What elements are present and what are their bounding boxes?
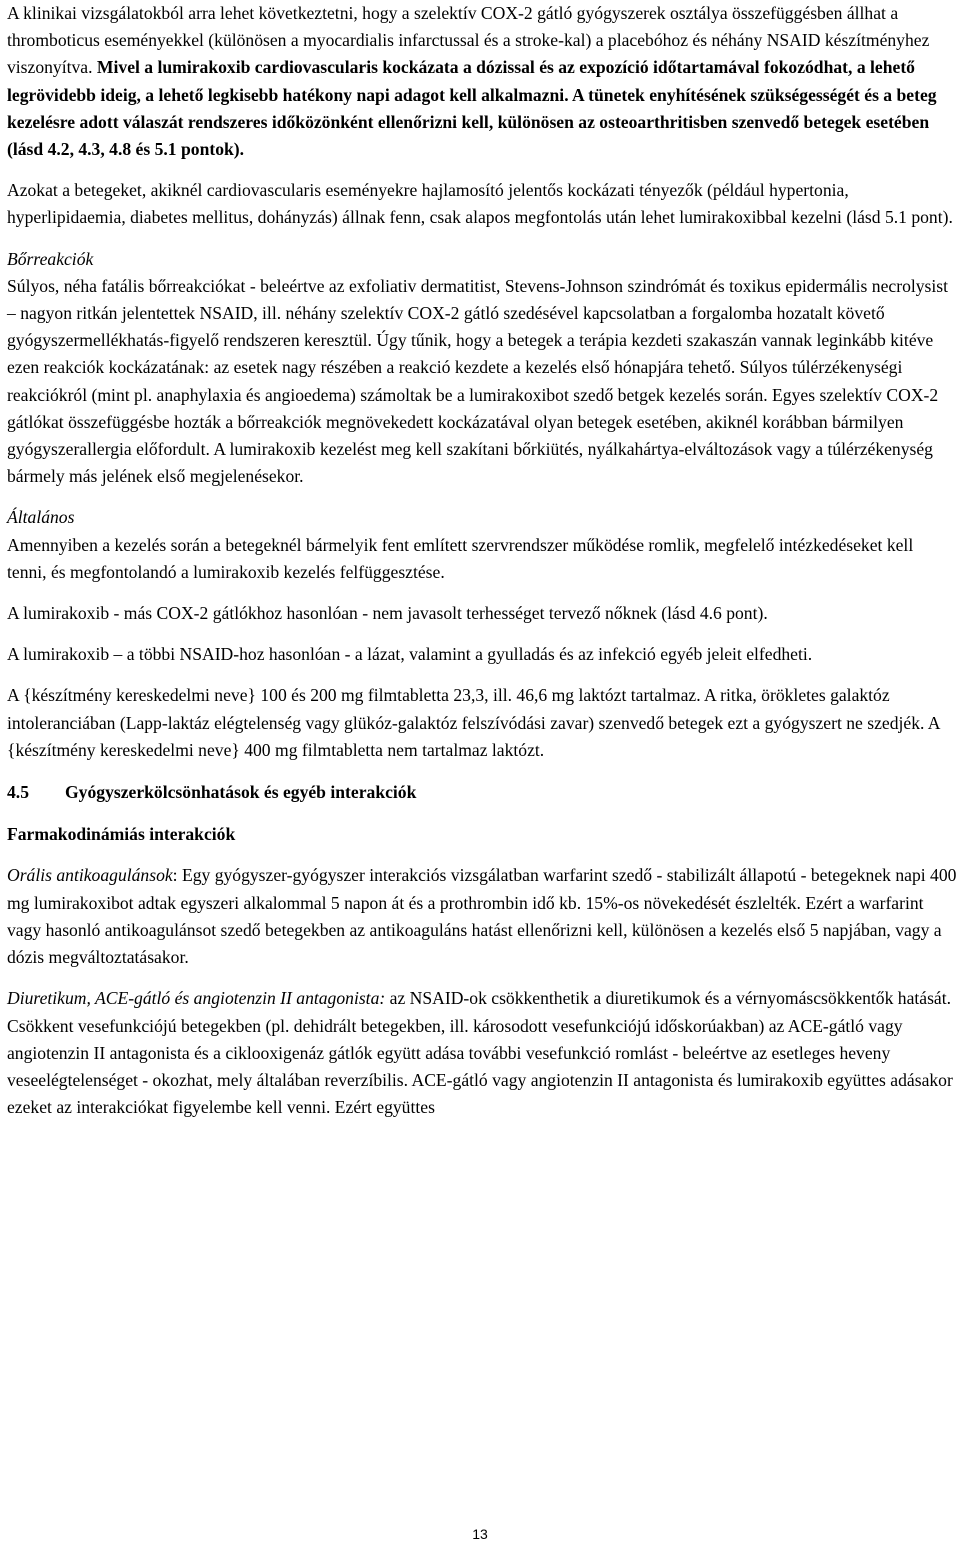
anticoagulants-text: : Egy gyógyszer-gyógyszer interakciós vizsgálatban warfarint szedő - stabilizált állapotú - betegeknek napi 400 mg lumirakoxibot adtak egyszeri alkalommal 5 napon át és a prothrombin idő kb. 15%-os növekedését észlelték. Ezért a warfarint vagy hasonló antikoagulánsot szedő betegekben az antikoaguláns hatást ellenőrizni kell, különösen a kezelés első 5 napjában, vagy a dózis megváltoztatásakor. xyxy=(7,865,957,968)
paragraph-fever: A lumirakoxib – a többi NSAID-hoz hasonlóan - a lázat, valamint a gyulladás és az infekció egyéb jeleit elfedheti. xyxy=(7,644,813,665)
paragraph-skin-reactions: Súlyos, néha fatális bőrreakciókat - beleértve az exfoliativ dermatitist, Stevens-Johnson szindrómát és toxikus epidermális necrolysist – nagyon ritkán jelentettek NSAID, ill. néhány szelektív COX-2 gátló szedésével kapcsolatban a forgalomba hozatalt követő gyógyszermellékhatás-figyelő rendszeren keresztül. Úgy tűnik, hogy a betegek a terápia kezdeti szakaszán vannak leginkább kitéve ezen reakciók kockázatának: az esetek nagy részében a reakció kezdete a kezelés első hónapjára tehető. Súlyos túlérzékenységi reakciókról (mint pl. anaphylaxia és angioedema) számoltak be a lumirakoxibot szedő betgek kezelés során. Egyes szelektív COX-2 gátlókat összefüggésbe hozták a bőrreakciók megnövekedett kockázatával olyan betegek esetében, akiknél korábban bármilyen gyógyszerallergia előfordult. A lumirakoxib kezelést meg kell szakítani bőrkiütés, nyálkahártya-elváltozások vagy a túlérzékenység bármely más jelének első megjelenésekor. xyxy=(7,275,949,487)
paragraph-risk-factors: Azokat a betegeket, akiknél cardiovascularis eseményekre hajlamosító jelentős kockázati tényezők (például hypertonia, hyperlipidaemia, diabetes mellitus, dohányzás) állnak fenn, csak alapos megfontolás után lehet lumirakoxibbal kezelni (lásd 5.1 pont). xyxy=(7,180,953,228)
section-title: Gyógyszerkölcsönhatások és egyéb interakciók xyxy=(65,782,417,803)
subheading-general: Általános xyxy=(7,507,75,528)
paragraph-text: A klinikai vizsgálatokból arra lehet következtetni, hogy a szelektív COX-2 gátló gyógyszerek osztálya összefüggésben állhat a thromboticus eseményekkel (különösen a myocardialis infarctussal és a stroke-kal) a placebóhoz és néhány NSAID készítményhez viszonyítva. xyxy=(7,3,930,78)
diuretics-text: az NSAID-ok csökkenthetik a diuretikumok és a vérnyomáscsökkentők hatását. Csökkent vesefunkciójú betegekben (pl. dehidrált betegekben, ill. károsodott vesefunkciójú időskorúakban) az ACE-gátló vagy angiotenzin II antagonista és a ciklooxigenáz gátlók együtt adása további vesefunkció romlást - beleértve az esetleges heveny veseelégtelenséget - okozhat, mely általában reverzíbilis. ACE-gátló vagy angiotenzin II antagonista és lumirakoxib együttes adásakor ezeket az interakciókat figyelembe kell venni. Ezért együttes xyxy=(7,988,953,1118)
paragraph-cox2-risk xyxy=(7,0,957,163)
subheading-skin-reactions: Bőrreakciók xyxy=(7,248,94,269)
subheading-pharmacodynamic: Farmakodinámiás interakciók xyxy=(7,824,236,845)
document-page xyxy=(7,0,957,1121)
paragraph-lactose: A {készítmény kereskedelmi neve} 100 és 200 mg filmtabletta 23,3, ill. 46,6 mg laktózt tartalmaz. A ritka, örökletes galaktóz intoleranciában (Lapp-laktáz elégtelenség vagy glükóz-galaktóz felszívódási zavar) szenvedő betegek ezt a gyógyszert ne szedjék. A {készítmény kereskedelmi neve} 400 mg filmtabletta nem tartalmaz laktózt. xyxy=(7,685,940,760)
diuretics-label: Diuretikum, ACE-gátló és angiotenzin II antagonista: xyxy=(7,988,386,1009)
paragraph-anticoagulants xyxy=(7,862,957,971)
section-number: 4.5 xyxy=(7,782,29,803)
paragraph-general: Amennyiben a kezelés során a betegeknél bármelyik fent említett szervrendszer működése romlik, megfelelő intézkedéseket kell tenni, és megfontolandó a lumirakoxib kezelés felfüggesztése. xyxy=(7,534,914,582)
paragraph-pregnancy: A lumirakoxib - más COX-2 gátlókhoz hasonlóan - nem javasolt terhességet tervező nőknek (lásd 4.6 pont). xyxy=(7,603,768,624)
paragraph-diuretics xyxy=(7,985,957,1121)
anticoagulants-label: Orális antikoagulánsok xyxy=(7,865,173,886)
section-heading-4-5 xyxy=(7,779,957,806)
page-number: 13 xyxy=(472,1526,488,1542)
bold-warning-text: Mivel a lumirakoxib cardiovascularis kockázata a dózissal és az expozíció időtartamával fokozódhat, a lehető legrövidebb ideig, a lehető legkisebb hatékony napi adagot kell alkalmazni. A tünetek enyhítésének szükségességét és a beteg kezelésre adott válaszát rendszeres időközönként ellenőrizni kell, különösen az osteoarthritisben szenvedő betegek esetében (lásd 4.2, 4.3, 4.8 és 5.1 pontok). xyxy=(7,57,937,160)
